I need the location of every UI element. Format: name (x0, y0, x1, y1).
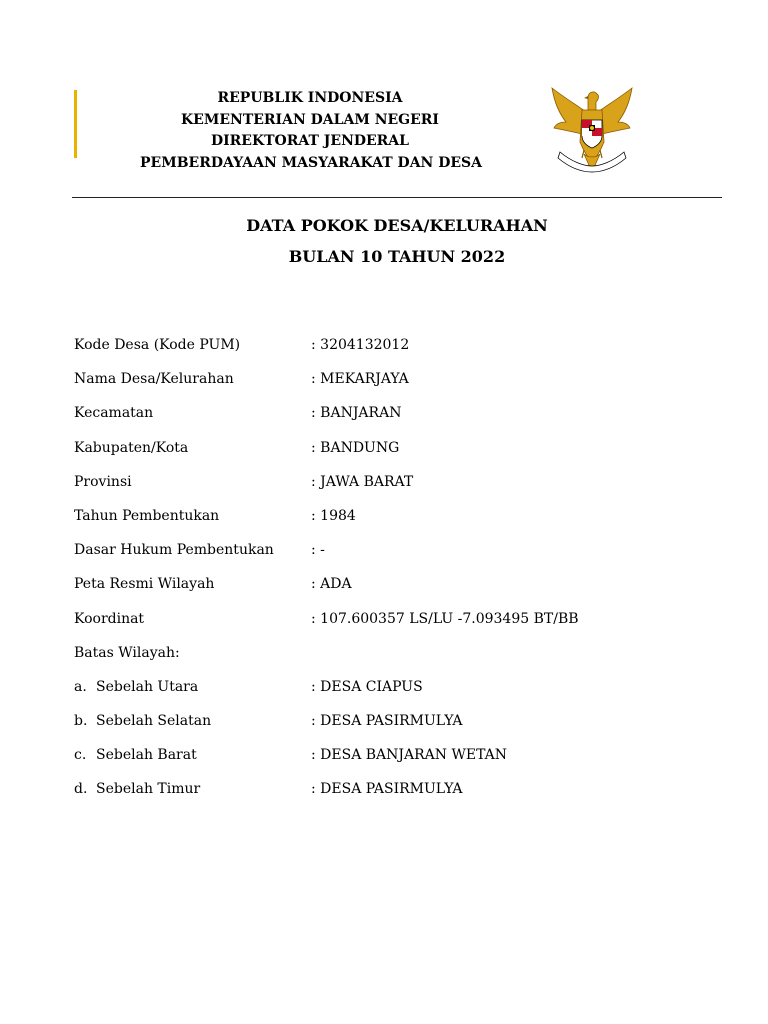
field-row-kecamatan (74, 403, 714, 437)
field-label: Koordinat (74, 610, 145, 627)
field-value: : BANDUNG (311, 439, 400, 456)
document-period: BULAN 10 TAHUN 2022 (288, 247, 506, 266)
batas-wilayah-heading: Batas Wilayah: (74, 644, 180, 661)
field-label: Sebelah Timur (96, 781, 201, 798)
field-row-tahun-pembentukan (74, 506, 714, 540)
header-line-2: KEMENTERIAN DALAM NEGERI (181, 111, 439, 128)
field-value: : DESA PASIRMULYA (311, 781, 463, 798)
document-title: DATA POKOK DESA/KELURAHAN (246, 216, 548, 235)
field-value: : ADA (311, 576, 352, 593)
field-label: Kecamatan (74, 405, 154, 422)
field-label: Provinsi (74, 473, 132, 490)
field-row-provinsi (74, 472, 714, 506)
field-value: : DESA PASIRMULYA (311, 713, 463, 730)
field-row-dasar-hukum (74, 540, 714, 574)
field-value: : 3204132012 (311, 337, 410, 353)
field-row-peta-resmi (74, 574, 714, 608)
field-label: Tahun Pembentukan (74, 507, 220, 524)
list-marker: a. (74, 678, 87, 695)
field-row-kabupaten (74, 438, 714, 472)
field-value: : DESA CIAPUS (311, 678, 423, 695)
list-marker: c. (74, 747, 87, 764)
field-label: Kode Desa (Kode PUM) (74, 337, 241, 353)
field-row-nama-desa (74, 369, 714, 403)
batas-row-utara (74, 677, 714, 711)
header-line-3: DIREKTORAT JENDERAL (210, 133, 410, 149)
batas-row-barat (74, 745, 714, 779)
garuda-emblem-icon (548, 86, 636, 178)
field-label: Sebelah Utara (96, 678, 199, 695)
header-line-4: PEMBERDAYAAN MASYARAKAT DAN DESA (140, 154, 483, 171)
field-label: Nama Desa/Kelurahan (74, 371, 234, 388)
list-marker: d. (74, 781, 88, 798)
field-label: Kabupaten/Kota (74, 439, 189, 456)
field-row-kode-desa (74, 335, 714, 369)
letterhead (140, 88, 483, 174)
field-label: Peta Resmi Wilayah (74, 576, 215, 593)
header-line-1: REPUBLIK INDONESIA (217, 90, 403, 106)
batas-row-timur (74, 779, 714, 813)
field-value: : BANJARAN (311, 405, 402, 422)
field-label: Dasar Hukum Pembentukan (74, 542, 274, 559)
field-value: : DESA BANJARAN WETAN (311, 747, 508, 764)
field-label: Sebelah Barat (96, 747, 197, 764)
batas-wilayah-heading-row (74, 643, 714, 677)
field-value: : MEKARJAYA (311, 371, 409, 388)
batas-row-selatan (74, 711, 714, 745)
field-row-koordinat (74, 609, 714, 643)
decorative-gold-bar (74, 90, 77, 158)
field-value: : JAWA BARAT (311, 473, 414, 490)
field-value: : 107.600357 LS/LU -7.093495 BT/BB (311, 610, 579, 627)
field-value: : - (311, 542, 325, 559)
village-data-list (74, 335, 714, 814)
field-value: : 1984 (311, 507, 356, 524)
field-label: Sebelah Selatan (96, 713, 212, 730)
list-marker: b. (74, 713, 88, 730)
header-divider (72, 197, 722, 198)
